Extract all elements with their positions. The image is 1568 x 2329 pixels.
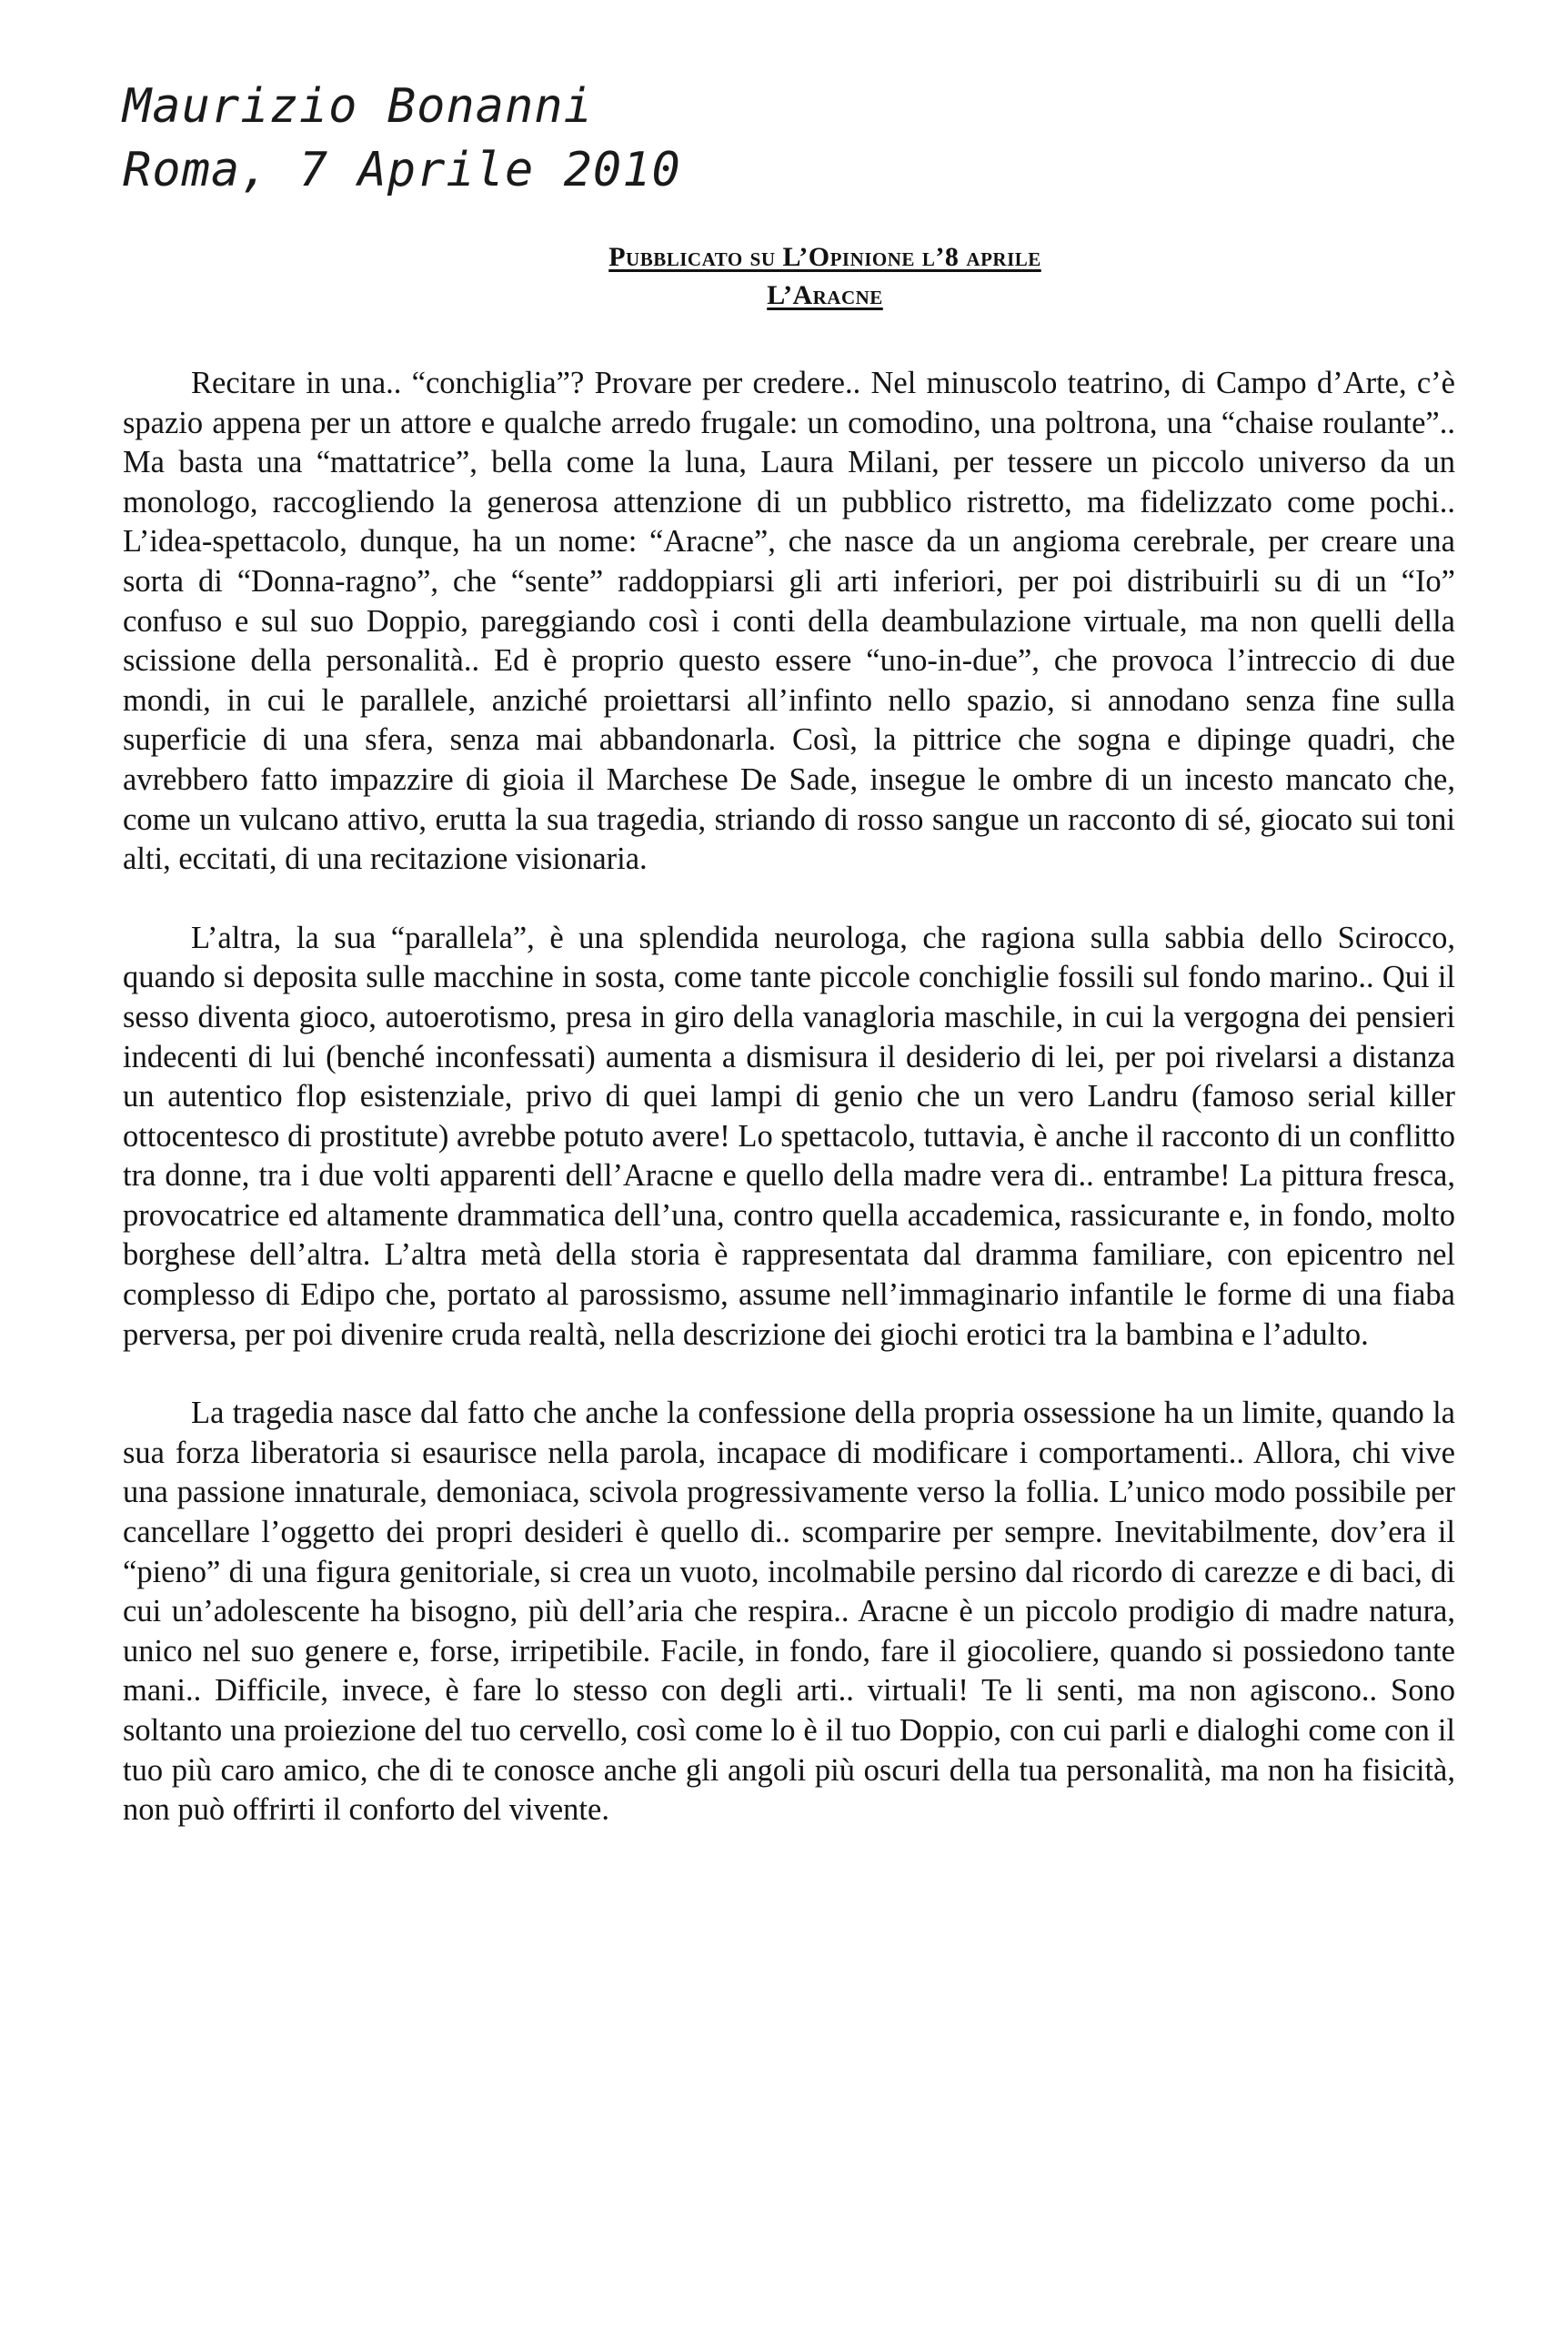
article-titles [0,238,1568,315]
article-title: L’Aracne [767,280,883,310]
place-and-date: Roma, 7 Aprile 2010 [123,143,681,197]
publication-note: Pubblicato su L’Opinione l’8 aprile [608,242,1041,272]
author-name: Maurizio Bonanni [123,79,593,134]
article-body [123,364,1455,1830]
paragraph-1: Recitare in una.. “conchiglia”? Provare per credere.. Nel minuscolo teatrino, di Campo d’Arte, c’è spazio appena per un attore e qualche arredo frugale: un comodino, una poltrona, una “chaise roulante”.. Ma basta una “mattatrice”, bella come la luna, Laura Milani, per tessere un piccolo universo da un monologo, raccogliendo la generosa attenzione di un pubblico ristretto, ma fidelizzato come pochi.. L’idea-spettacolo, dunque, ha un nome: “Aracne”, che nasce da un angioma cerebrale, per creare una sorta di “Donna-ragno”, che “sente” raddoppiarsi gli arti inferiori, per poi distribuirli su di un “Io” confuso e sul suo Doppio, pareggiando così i conti della deambulazione virtuale, ma non quelli della scissione della personalità.. Ed è proprio questo essere “uno-in-due”, che provoca l’intreccio di due mondi, in cui le parallele, anziché proiettarsi all’infinto nello spazio, si annodano senza fine sulla superficie di una sfera, senza mai abbandonarla. Così, la pittrice che sogna e dipinge quadri, che avrebbero fatto impazzire di gioia il Marchese De Sade, insegue le ombre di un incesto mancato che, come un vulcano attivo, erutta la sua tragedia, striando di rosso sangue un racconto di sé, giocato sui toni alti, eccitati, di una recitazione visionaria. [123,366,1455,877]
letter-header [123,75,681,202]
paragraph-3: La tragedia nasce dal fatto che anche la confessione della propria ossessione ha un limite, quando la sua forza liberatoria si esaurisce nella parola, incapace di modificare i comportamenti.. Allora, chi vive una passione innaturale, demoniaca, scivola progressivamente verso la follia. L’unico modo possibile per cancellare l’oggetto dei propri desideri è quello di.. scomparire per sempre. Inevitabilmente, dov’era il “pieno” di una figura genitoriale, si crea un vuoto, incolmabile persino dal ricordo di carezze e di baci, di cui un’adolescente ha bisogno, più dell’aria che respira.. Aracne è un piccolo prodigio di madre natura, unico nel suo genere e, forse, irripetibile. Facile, in fondo, fare il giocoliere, quando si possiedono tante mani.. Difficile, invece, è fare lo stesso con degli arti.. virtuali! Te li senti, ma non agiscono.. Sono soltanto una proiezione del tuo cervello, così come lo è il tuo Doppio, con cui parli e dialoghi come con il tuo più caro amico, che di te conosce anche gli angoli più oscuri della tua personalità, ma non ha fisicità, non può offrirti il conforto del vivente. [123,1396,1455,1828]
paragraph-2: L’altra, la sua “parallela”, è una splendida neurologa, che ragiona sulla sabbia dello Scirocco, quando si deposita sulle macchine in sosta, come tante piccole conchiglie fossili sul fondo marino.. Qui il sesso diventa gioco, autoerotismo, presa in giro della vanagloria maschile, in cui la vergogna dei pensieri indecenti di lui (benché inconfessati) aumenta a dismisura il desiderio di lei, per poi rivelarsi a distanza un autentico flop esistenziale, privo di quei lampi di genio che un vero Landru (famoso serial killer ottocentesco di prostitute) avrebbe potuto avere! Lo spettacolo, tuttavia, è anche il racconto di un conflitto tra donne, tra i due volti apparenti dell’Aracne e quello della madre vera di.. entrambe! La pittura fresca, provocatrice ed altamente drammatica dell’una, contro quella accademica, rassicurante e, in fondo, molto borghese dell’altra. L’altra metà della storia è rappresentata dal dramma familiare, con epicentro nel complesso di Edipo che, portato al parossismo, assume nell’immaginario infantile le forme di una fiaba perversa, per poi divenire cruda realtà, nella descrizione dei giochi erotici tra la bambina e l’adulto. [123,920,1455,1352]
